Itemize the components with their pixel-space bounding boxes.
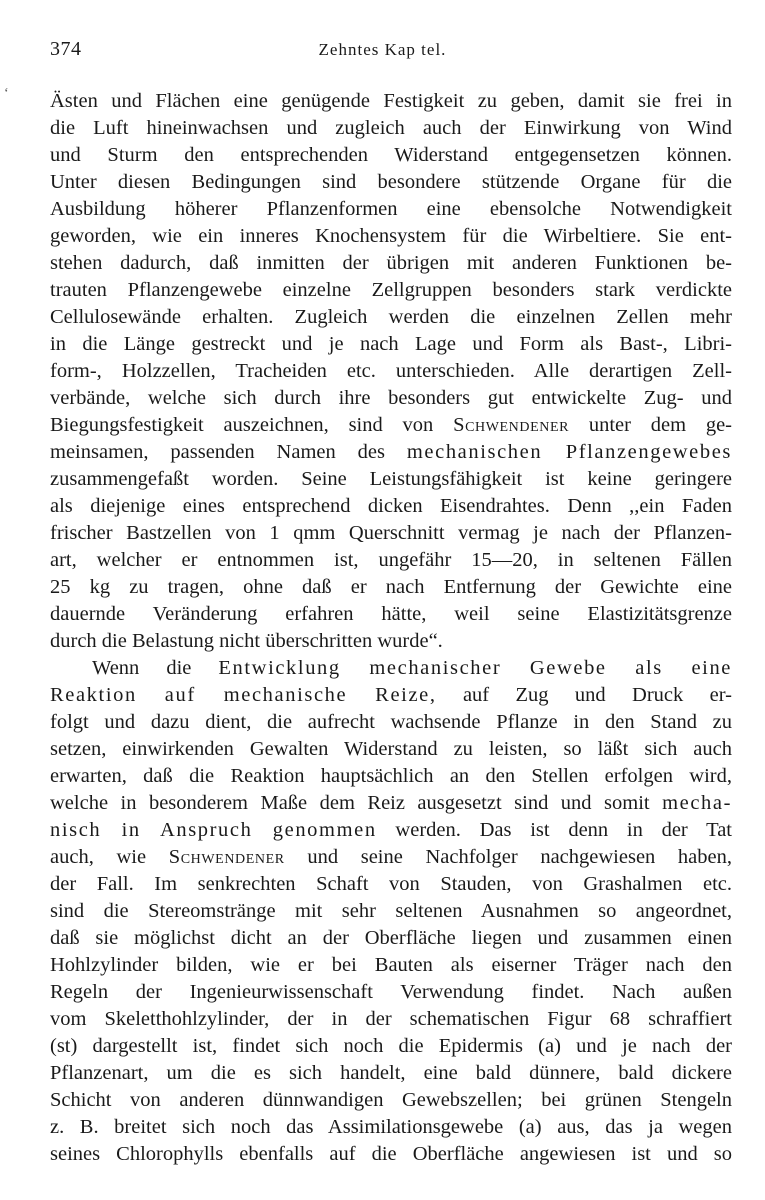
paragraph-2 <box>50 655 732 1168</box>
text-line: frischer Bastzellen von 1 qmm Querschnitt vermag je nach der Pflanzen- <box>50 522 732 544</box>
text-line <box>50 655 732 682</box>
text-line: zusammengefaßt worden. Seine Leistungsfähigkeit ist keine geringere <box>50 468 732 490</box>
text-line: daß sie möglichst dicht an der Oberfläche liegen und zusammen einen <box>50 927 732 949</box>
text-line: Pflanzenart, um die es sich handelt, eine bald dünnere, bald dickere <box>50 1062 732 1084</box>
text-line <box>50 412 732 439</box>
paragraph-1 <box>50 88 732 655</box>
text-line: seines Chlorophylls ebenfalls auf die Oberfläche angewiesen ist und so <box>50 1143 732 1165</box>
text-line: und Sturm den entsprechenden Widerstand entgegensetzen können. <box>50 144 732 166</box>
line-text: und seine Nachfolger nachgewiesen haben, <box>284 846 732 868</box>
text-line <box>50 844 732 871</box>
body-text <box>50 88 732 1168</box>
text-line: in die Länge gestreckt und je nach Lage und Form als Bast-, Libri- <box>50 333 732 355</box>
text-line <box>50 439 732 466</box>
emphasized-text: nisch in Anspruch genommen <box>50 819 377 841</box>
emphasized-text: mecha- <box>662 792 732 814</box>
text-line: trauten Pflanzengewebe einzelne Zellgruppen besonders stark verdickte <box>50 279 732 301</box>
text-line: dauernde Veränderung erfahren hätte, weil seine Elastizitätsgrenze <box>50 603 732 625</box>
text-line <box>50 682 732 709</box>
text-line: (st) dargestellt ist, findet sich noch die Epidermis (a) und je nach der <box>50 1035 732 1057</box>
line-text: Wenn die <box>92 657 219 679</box>
author-name: Schwendener <box>168 846 285 868</box>
text-line <box>50 790 732 817</box>
text-line: durch die Belastung nicht überschritten wurde“. <box>50 630 443 652</box>
margin-mark: ‘ <box>4 86 9 101</box>
text-line: 25 kg zu tragen, ohne daß er nach Entfernung der Gewichte eine <box>50 576 732 598</box>
text-line: stehen dadurch, daß inmitten der übrigen mit anderen Funktionen be- <box>50 252 732 274</box>
text-line: Ausbildung höherer Pflanzenformen eine ebensolche Notwendigkeit <box>50 198 732 220</box>
text-line <box>50 817 732 844</box>
line-text: auch, wie <box>50 846 169 868</box>
text-line: sind die Stereomstränge mit sehr seltenen Ausnahmen so angeordnet, <box>50 900 732 922</box>
text-line: Regeln der Ingenieurwissenschaft Verwendung findet. Nach außen <box>50 981 732 1003</box>
line-text: werden. Das ist denn in der Tat <box>376 819 732 841</box>
text-line: verbände, welche sich durch ihre besonders gut entwickelte Zug- und <box>50 387 732 409</box>
line-text: Biegungsfestigkeit auszeichnen, sind von <box>50 414 454 436</box>
running-title: Zehntes Kap tel. <box>318 40 447 59</box>
text-line: folgt und dazu dient, die aufrecht wachsende Pflanze in den Stand zu <box>50 711 732 733</box>
text-line: vom Skeletthohlzylinder, der in der schematischen Figur 68 schraffiert <box>50 1008 732 1030</box>
emphasized-text: Reaktion auf mechanische Reize, <box>50 684 437 706</box>
author-name: Schwendener <box>453 414 570 436</box>
text-line: die Luft hineinwachsen und zugleich auch der Einwirkung von Wind <box>50 117 732 139</box>
text-line: z. B. breitet sich noch das Assimilationsgewebe (a) aus, das ja wegen <box>50 1116 732 1138</box>
text-line: Schicht von anderen dünnwandigen Gewebszellen; bei grünen Stengeln <box>50 1089 732 1111</box>
text-line: Hohlzylinder bilden, wie er bei Bauten als eiserner Träger nach den <box>50 954 732 976</box>
emphasized-text: Entwicklung mechanischer Gewebe als eine <box>218 657 732 679</box>
line-text: welche in besonderem Maße dem Reiz ausgesetzt sind und somit <box>50 792 663 814</box>
text-line: als diejenige eines entsprechend dicken Eisendrahtes. Denn ,,ein Faden <box>50 495 732 517</box>
text-line: form-, Holzzellen, Tracheiden etc. unterschieden. Alle derartigen Zell- <box>50 360 732 382</box>
line-text: auf Zug und Druck er- <box>436 684 732 706</box>
text-line: art, welcher er entnommen ist, ungefähr 15—20, in seltenen Fällen <box>50 549 732 571</box>
page-header <box>0 38 765 68</box>
text-line: Cellulosewände erhalten. Zugleich werden die einzelnen Zellen mehr <box>50 306 732 328</box>
line-text: meinsamen, passenden Namen des <box>50 441 407 463</box>
text-line: setzen, einwirkenden Gewalten Widerstand zu leisten, so läßt sich auch <box>50 738 732 760</box>
text-line: der Fall. Im senkrechten Schaft von Stauden, von Grashalmen etc. <box>50 873 732 895</box>
emphasized-text: mechanischen Pflanzengewebes <box>406 441 732 463</box>
text-line: Ästen und Flächen eine genügende Festigkeit zu geben, damit sie frei in <box>50 90 732 112</box>
text-line: erwarten, daß die Reaktion hauptsächlich an den Stellen erfolgen wird, <box>50 765 732 787</box>
text-line: geworden, wie ein inneres Knochensystem für die Wirbeltiere. Sie ent- <box>50 225 732 247</box>
text-line: Unter diesen Bedingungen sind besondere stützende Organe für die <box>50 171 732 193</box>
page-number: 374 <box>50 38 82 60</box>
line-text: unter dem ge- <box>569 414 732 436</box>
